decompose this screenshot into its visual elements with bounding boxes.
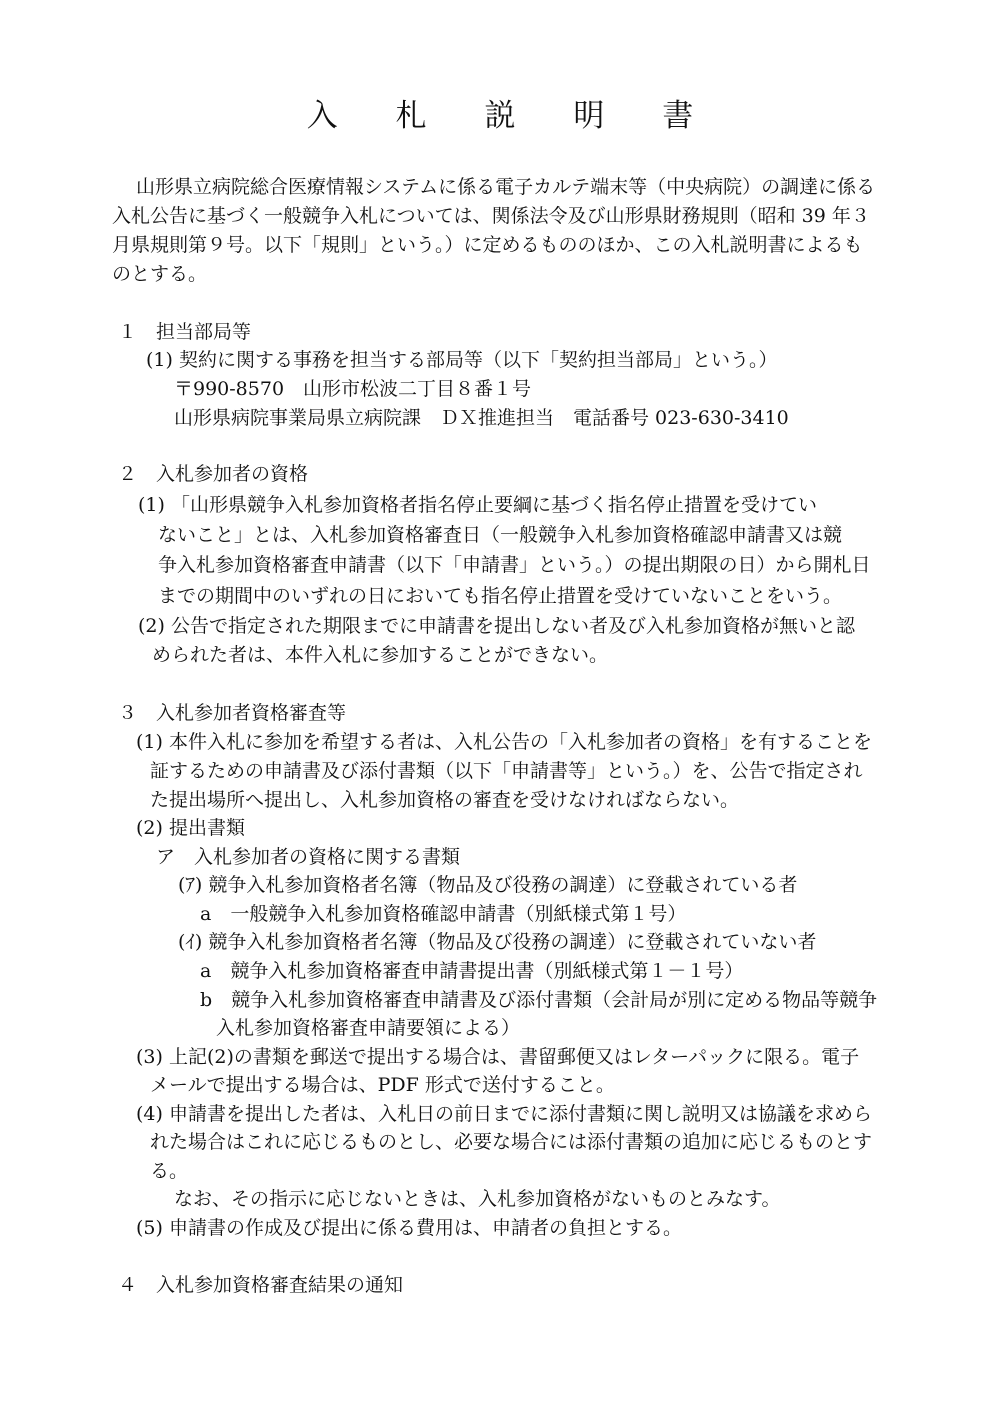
section-2-item-2-line-2: められた者は、本件入札に参加することができない。 bbox=[152, 644, 609, 666]
section-3-sub-a-1: (ｱ) 競争入札参加資格者名簿（物品及び役務の調達）に登載されている者 bbox=[178, 874, 798, 896]
section-3-item-4-line-2: れた場合はこれに応じるものとし、必要な場合には添付書類の追加に応じるものとす bbox=[150, 1131, 873, 1153]
section-3-item-5: (5) 申請書の作成及び提出に係る費用は、申請者の負担とする。 bbox=[136, 1217, 682, 1239]
intro-line-2: 入札公告に基づく一般競争入札については、関係法令及び山形県財務規則（昭和 39 年３ bbox=[112, 205, 870, 227]
section-2-item-1-line-2: ないこと」とは、入札参加資格審査日（一般競争入札参加資格確認申請書又は競 bbox=[158, 524, 843, 546]
section-3-sub-a-2-b-line-1: b 競争入札参加資格審査申請書及び添付書類（会計局が別に定める物品等競争 bbox=[200, 989, 878, 1011]
section-2-heading: ２ 入札参加者の資格 bbox=[118, 463, 309, 485]
section-1-address: 〒990-8570 山形市松波二丁目８番１号 bbox=[174, 378, 532, 400]
section-3-item-1-line-2: 証するための申請書及び添付書類（以下「申請書等」という。）を、公告で指定され bbox=[150, 760, 863, 782]
section-3-item-2: (2) 提出書類 bbox=[136, 817, 245, 839]
section-3-heading: ３ 入札参加者資格審査等 bbox=[118, 702, 347, 724]
section-3-item-3-line-2: メールで提出する場合は、PDF 形式で送付すること。 bbox=[150, 1074, 615, 1096]
section-4-heading: ４ 入札参加資格審査結果の通知 bbox=[118, 1274, 404, 1296]
section-2-item-1-line-1: (1) 「山形県競争入札参加資格者指名停止要綱に基づく指名停止措置を受けてい bbox=[138, 494, 817, 516]
section-3-item-3-line-1: (3) 上記(2)の書類を郵送で提出する場合は、書留郵便又はレターパックに限る。電子 bbox=[136, 1046, 860, 1068]
section-3-item-4-line-3: る。 bbox=[150, 1160, 189, 1182]
intro-line-4: のとする。 bbox=[112, 263, 208, 285]
section-3-sub-a-2-b-line-2: 入札参加資格審査申請要領による） bbox=[216, 1017, 521, 1039]
section-3-sub-a-2: (ｲ) 競争入札参加資格者名簿（物品及び役務の調達）に登載されていない者 bbox=[178, 931, 817, 953]
section-3-item-1-line-3: た提出場所へ提出し、入札参加資格の審査を受けなければならない。 bbox=[150, 789, 740, 811]
section-1-heading: １ 担当部局等 bbox=[118, 321, 252, 343]
intro-line-3: 月県規則第９号。以下「規則」という。）に定めるもののほか、この入札説明書によるも bbox=[112, 234, 863, 256]
section-3-sub-a-2-a: a 競争入札参加資格審査申請書提出書（別紙様式第１－１号） bbox=[200, 960, 744, 982]
section-2-item-1-line-4: までの期間中のいずれの日においても指名停止措置を受けていないことをいう。 bbox=[158, 585, 843, 607]
section-3-sub-a: ア 入札参加者の資格に関する書類 bbox=[156, 846, 461, 868]
section-1-item-1: (1) 契約に関する事務を担当する部局等（以下「契約担当部局」という。） bbox=[146, 349, 778, 371]
section-3-item-1-line-1: (1) 本件入札に参加を希望する者は、入札公告の「入札参加者の資格」を有することを bbox=[136, 731, 872, 753]
section-2-item-2-line-1: (2) 公告で指定された期限までに申請書を提出しない者及び入札参加資格が無いと認 bbox=[138, 615, 855, 637]
section-1-office: 山形県病院事業局県立病院課 ＤＸ推進担当 電話番号 023-630-3410 bbox=[174, 407, 789, 429]
intro-line-1: 山形県立病院総合医療情報システムに係る電子カルテ端末等（中央病院）の調達に係る bbox=[136, 176, 876, 198]
section-3-item-4-line-1: (4) 申請書を提出した者は、入札日の前日までに添付書類に関し説明又は協議を求めら bbox=[136, 1103, 872, 1125]
section-3-sub-a-1-a: a 一般競争入札参加資格確認申請書（別紙様式第１号） bbox=[200, 903, 687, 925]
document-title: 入 札 説 明 書 bbox=[306, 98, 718, 134]
section-2-item-1-line-3: 争入札参加資格審査申請書（以下「申請書」という。）の提出期限の日）から開札日 bbox=[158, 554, 871, 576]
section-3-item-4-note: なお、その指示に応じないときは、入札参加資格がないものとみなす。 bbox=[174, 1188, 781, 1210]
